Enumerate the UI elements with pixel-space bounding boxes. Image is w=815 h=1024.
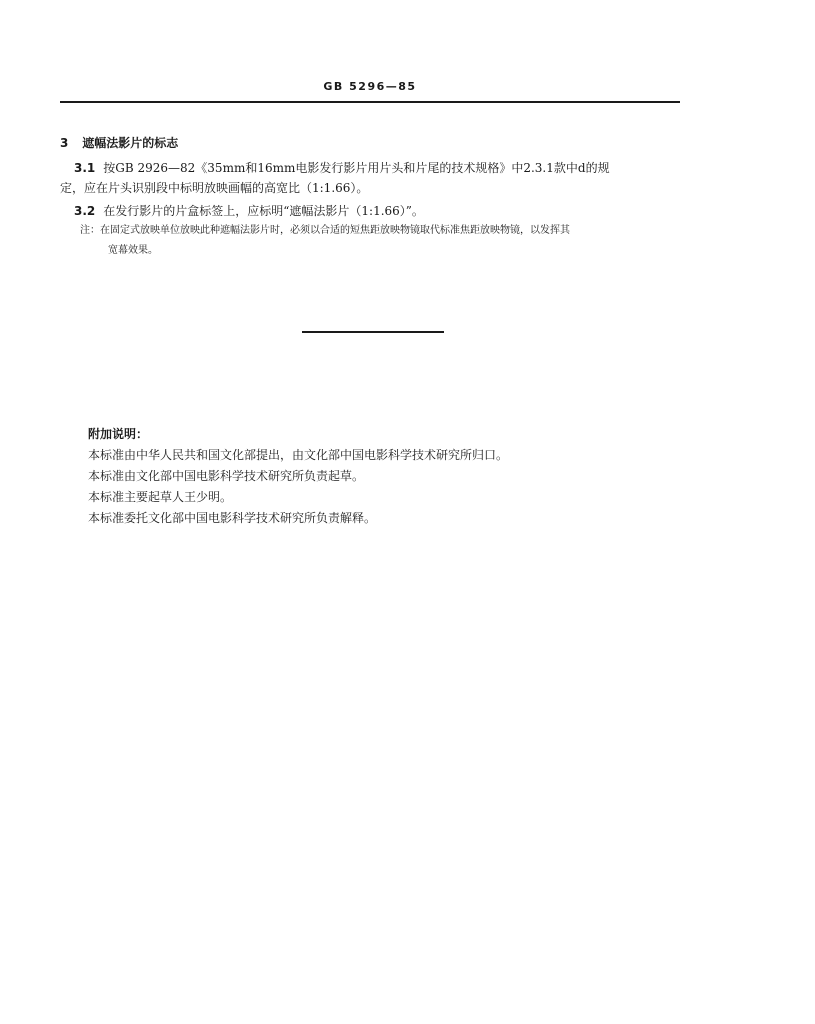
clause-3-2 <box>74 201 424 221</box>
clause-3-2-number: 3.2 <box>74 204 96 218</box>
page-header <box>60 78 680 104</box>
note-line2: 宽幕效果。 <box>108 245 158 256</box>
clause-3-1-line2: 定，应在片头识别段中标明放映画幅的高宽比（1:1.66）。 <box>60 181 369 195</box>
section-heading <box>60 134 178 151</box>
appendix-line: 本标准委托文化部中国电影科学技术研究所负责解释。 <box>88 511 377 525</box>
note-line1: 注：在固定式放映单位放映此种遮幅法影片时，必须以合适的短焦距放映物镜取代标准焦距放映物镜，以发挥其 <box>80 225 570 236</box>
clause-3-1-line1 <box>60 158 690 178</box>
appendix-line: 本标准主要起草人王少明。 <box>88 490 233 504</box>
standard-number: GB 5296—85 <box>323 80 417 93</box>
header-rule <box>60 101 680 103</box>
clause-3-1 <box>60 158 690 198</box>
clause-3-1-text1: 按GB 2926—82《35mm和16mm电影发行影片用片头和片尾的技术规格》中2.3.1款中d的规 <box>103 161 610 175</box>
appendix-title: 附加说明： <box>88 427 149 441</box>
end-rule <box>302 331 444 333</box>
clause-3-1-number: 3.1 <box>74 161 96 175</box>
section-title: 遮幅法影片的标志 <box>82 136 179 150</box>
appendix-line: 本标准由中华人民共和国文化部提出，由文化部中国电影科学技术研究所归口。 <box>88 448 509 462</box>
appendix-line: 本标准由文化部中国电影科学技术研究所负责起草。 <box>88 469 365 483</box>
section-number: 3 <box>60 136 69 150</box>
note <box>80 221 570 261</box>
appendix <box>88 424 508 529</box>
clause-3-2-text: 在发行影片的片盒标签上，应标明“遮幅法影片（1:1.66）”。 <box>103 204 424 218</box>
